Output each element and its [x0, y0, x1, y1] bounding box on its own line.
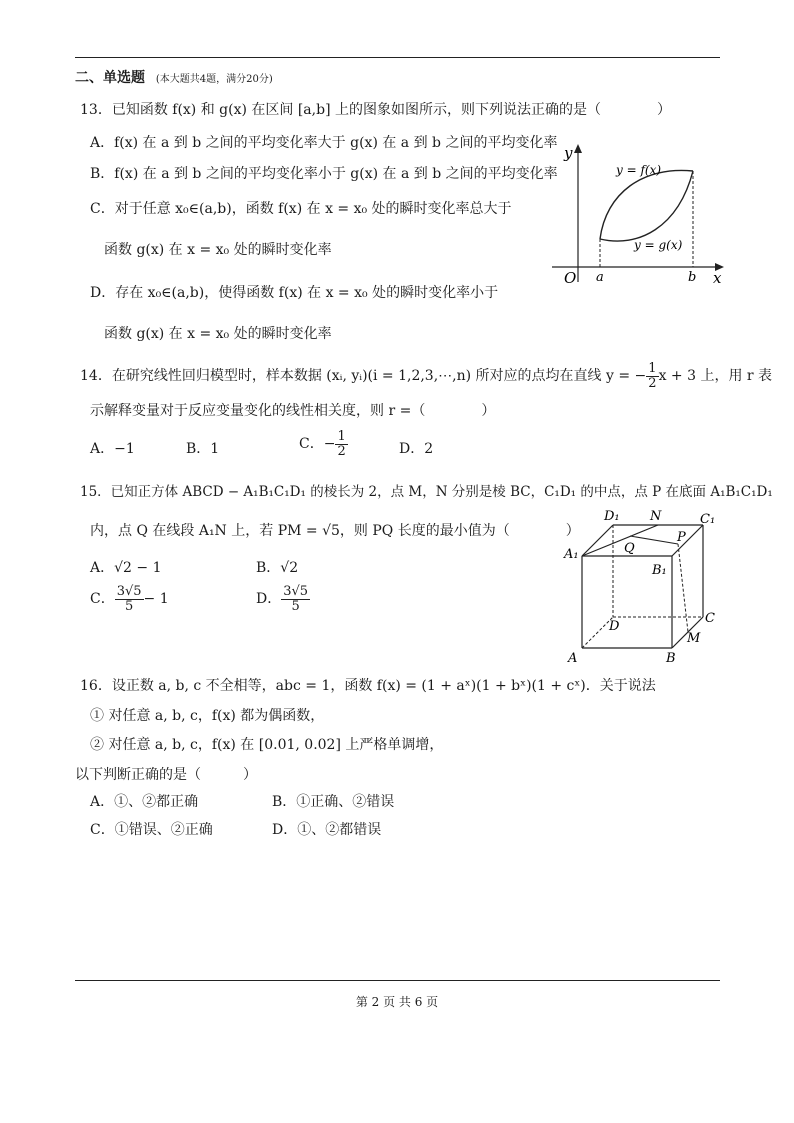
q16-option-d: D．①、②都错误 — [272, 822, 382, 838]
cube-label-D: D — [609, 619, 620, 634]
q14-option-d: D．2 — [399, 441, 434, 457]
q15-option-d — [256, 585, 310, 613]
graph-g-curve — [600, 171, 693, 241]
q15-stem-line1: 15．已知正方体 ABCD − A₁B₁C₁D₁ 的棱长为 2，点 M，N 分别是棱 BC，C₁D₁ 的中点，点 P 在底面 A₁B₁C₁D₁ — [80, 484, 773, 500]
cube-label-D1: D₁ — [604, 509, 620, 524]
q13-function-graph — [548, 138, 730, 286]
q13-option-d-line2: 函数 g(x) 在 x = x₀ 处的瞬时变化率 — [104, 326, 332, 342]
cube-label-B: B — [666, 651, 676, 666]
cube-label-A1: A₁ — [564, 547, 579, 562]
cube-label-B1: B₁ — [652, 563, 667, 578]
q15-option-c-fraction — [115, 585, 144, 613]
q13-option-c-line1: C．对于任意 x₀∈(a,b)，函数 f(x) 在 x = x₀ 处的瞬时变化率总大于 — [90, 201, 512, 217]
q15-option-c — [90, 585, 169, 613]
q16-prompt: 以下判断正确的是（ ） — [75, 767, 257, 783]
q13-option-d-line1: D．存在 x₀∈(a,b)，使得函数 f(x) 在 x = x₀ 处的瞬时变化率小于 — [90, 285, 499, 301]
q14-stem-suffix: x + 3 上，用 r 表 — [658, 368, 773, 385]
q14-stem-line1 — [80, 362, 772, 390]
section-title-text: 二、单选题 — [75, 70, 145, 86]
cube-label-C: C — [705, 611, 715, 626]
graph-x-label: x — [713, 269, 722, 286]
q15-option-c-suffix: − 1 — [143, 591, 169, 608]
q14-option-c-fraction — [335, 430, 347, 458]
q15-d-den: 5 — [291, 598, 300, 614]
q14-option-a: A．−1 — [90, 441, 135, 457]
q15-option-d-prefix: D． — [256, 591, 282, 608]
q16-option-a: A．①、②都正确 — [90, 794, 199, 810]
edge-A1-D1 — [582, 525, 613, 556]
cube-label-M: M — [687, 631, 701, 646]
q14-c-num: 1 — [337, 429, 346, 444]
footer-rule — [75, 980, 720, 981]
segment-Q-P — [630, 536, 678, 544]
segment-A1-N — [582, 525, 658, 556]
graph-b-label: b — [688, 270, 697, 285]
cube-label-P: P — [677, 530, 686, 545]
q15-stem-line2: 内，点 Q 在线段 A₁N 上，若 PM = √5，则 PQ 长度的最小值为（ ） — [90, 523, 580, 539]
q14-stem-line2: 示解释变量对于反应变量变化的线性相关度，则 r =（ ） — [90, 403, 496, 419]
graph-f-label: y = f(x) — [616, 163, 662, 177]
graph-origin-label: O — [564, 269, 577, 286]
graph-y-label: y — [564, 144, 573, 162]
q15-option-d-fraction — [281, 585, 310, 613]
q15-c-num: 3√5 — [116, 584, 142, 599]
q14-frac-den: 2 — [648, 375, 657, 391]
q14-stem-prefix: 14．在研究线性回归模型时，样本数据 (xᵢ, yᵢ)(i = 1,2,3,⋯,n) 所对应的点均在直线 y = − — [80, 368, 647, 385]
q16-option-b: B．①正确、②错误 — [272, 794, 395, 810]
section-note: (本大题共4题，满分20分) — [155, 74, 273, 85]
segment-P-M — [678, 544, 688, 632]
graph-a-label: a — [596, 270, 604, 285]
cube-label-A: A — [568, 651, 578, 666]
section-title — [75, 67, 273, 87]
cube-label-N: N — [650, 509, 662, 524]
graph-y-arrow — [574, 144, 582, 153]
q15-cube-diagram — [560, 508, 730, 666]
q14-option-c — [299, 430, 348, 458]
page-number: 第 2 页 共 6 页 — [355, 995, 439, 1009]
q14-slope-fraction — [646, 362, 658, 390]
q15-option-b: B．√2 — [256, 560, 299, 576]
q15-option-c-prefix: C． — [90, 591, 115, 608]
q14-option-b: B．1 — [186, 441, 220, 457]
q14-frac-num: 1 — [648, 361, 657, 376]
q13-option-a: A．f(x) 在 a 到 b 之间的平均变化率大于 g(x) 在 a 到 b 之间的平均变化率 — [90, 135, 558, 151]
q14-c-den: 2 — [337, 443, 346, 459]
q16-stem: 16．设正数 a, b, c 不全相等，abc = 1，函数 f(x) = (1 + aˣ)(1 + bˣ)(1 + cˣ)．关于说法 — [80, 678, 656, 694]
q15-d-num: 3√5 — [283, 584, 309, 599]
q13-option-c-line2: 函数 g(x) 在 x = x₀ 处的瞬时变化率 — [104, 242, 332, 258]
q15-c-den: 5 — [124, 598, 134, 614]
top-rule — [75, 57, 720, 58]
q14-option-c-prefix: C．− — [299, 436, 336, 453]
cube-label-Q: Q — [624, 541, 635, 556]
cube-label-C1: C₁ — [700, 512, 716, 527]
q15-option-a: A．√2 − 1 — [90, 560, 162, 576]
q16-statement-1: ① 对任意 a, b, c，f(x) 都为偶函数， — [90, 708, 325, 724]
graph-g-label: y = g(x) — [634, 238, 683, 252]
q16-option-c: C．①错误、②正确 — [90, 822, 213, 838]
q13-option-b: B．f(x) 在 a 到 b 之间的平均变化率小于 g(x) 在 a 到 b 之间的平均变化率 — [90, 166, 558, 182]
q13-stem: 13．已知函数 f(x) 和 g(x) 在区间 [a,b] 上的图象如图所示，则下列说法正确的是（ ） — [80, 102, 671, 118]
q16-statement-2: ② 对任意 a, b, c，f(x) 在 [0.01, 0.02] 上严格单调增， — [90, 737, 444, 753]
